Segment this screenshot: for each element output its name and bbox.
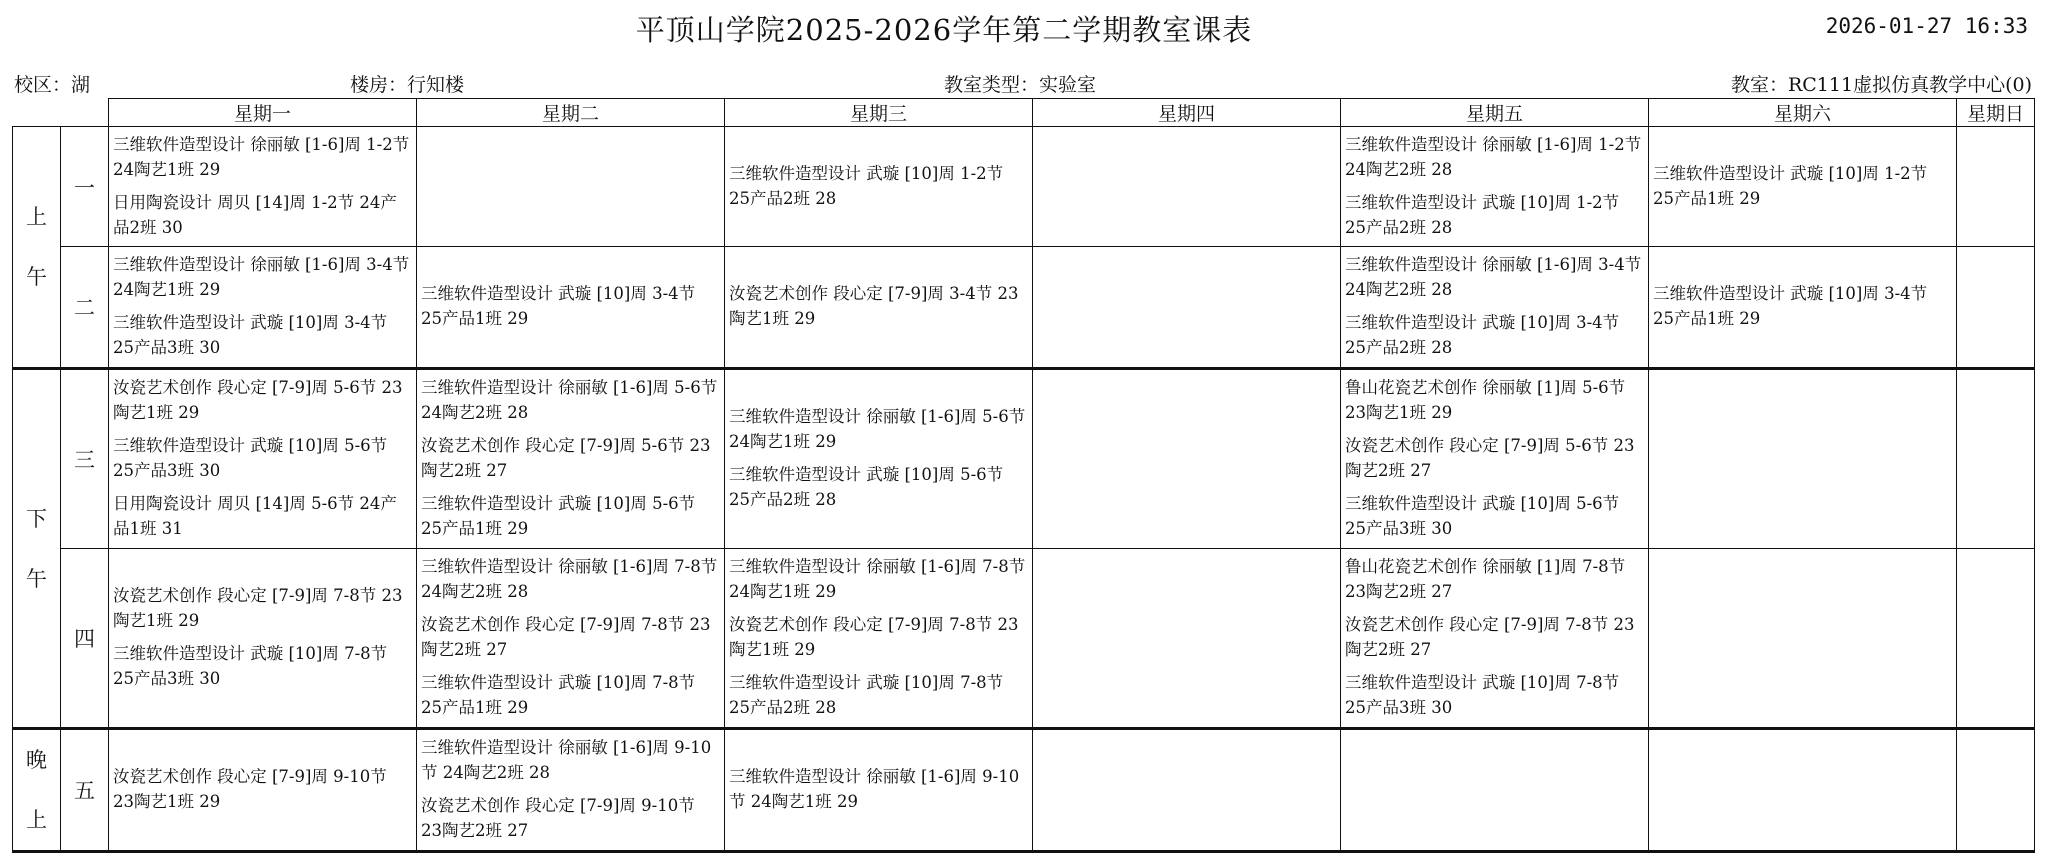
room-type-info (944, 70, 1096, 97)
course-entry: 汝瓷艺术创作 段心定 [7-9]周 7-8节 23陶艺2班 27 (1345, 615, 1635, 659)
day-header: 星期三 (725, 99, 1033, 127)
schedule-cell (725, 127, 1033, 247)
course-entry: 汝瓷艺术创作 段心定 [7-9]周 7-8节 23陶艺1班 29 (113, 586, 403, 630)
course-entry: 三维软件造型设计 徐丽敏 [1-6]周 7-8节 24陶艺1班 29 (729, 557, 1026, 601)
section-label: 一 (61, 127, 109, 247)
schedule-cell (1033, 127, 1341, 247)
section-label: 二 (61, 247, 109, 369)
course-entry: 三维软件造型设计 武璇 [10]周 3-4节 25产品3班 30 (113, 313, 388, 357)
room-info (1731, 70, 2032, 97)
schedule-cell (725, 369, 1033, 549)
schedule-cell (109, 549, 417, 729)
course-entry: 三维软件造型设计 武璇 [10]周 7-8节 25产品3班 30 (1345, 673, 1620, 717)
course-entry: 汝瓷艺术创作 段心定 [7-9]周 5-6节 23陶艺1班 29 (113, 378, 403, 422)
schedule-cell (1957, 369, 2035, 549)
schedule-cell (109, 369, 417, 549)
schedule-cell (1341, 729, 1649, 852)
period-char: 午 (26, 265, 47, 289)
room-type-value: 实验室 (1039, 74, 1097, 96)
course-entry: 三维软件造型设计 武璇 [10]周 3-4节 25产品1班 29 (421, 284, 696, 328)
timetable-row (13, 247, 2035, 369)
period-label (13, 729, 61, 852)
schedule-cell (1957, 127, 2035, 247)
course-entry: 三维软件造型设计 徐丽敏 [1-6]周 1-2节 24陶艺2班 28 (1345, 134, 1642, 179)
schedule-cell (1957, 247, 2035, 369)
course-entry: 三维软件造型设计 徐丽敏 [1-6]周 7-8节 24陶艺2班 28 (421, 557, 718, 601)
schedule-cell (1341, 247, 1649, 369)
building-info (350, 70, 464, 97)
campus-info (14, 70, 90, 97)
schedule-cell (417, 247, 725, 369)
campus-label: 校区： (14, 74, 72, 96)
timetable-row (13, 127, 2035, 247)
course-entry: 汝瓷艺术创作 段心定 [7-9]周 9-10节 23陶艺2班 27 (421, 796, 695, 840)
schedule-cell (1649, 247, 1957, 369)
room-value: RC111虚拟仿真教学中心(0) (1787, 74, 2032, 96)
course-entry: 汝瓷艺术创作 段心定 [7-9]周 7-8节 23陶艺1班 29 (729, 615, 1019, 659)
day-header: 星期六 (1649, 99, 1957, 127)
day-header: 星期二 (417, 99, 725, 127)
schedule-cell (725, 729, 1033, 852)
schedule-cell (1649, 729, 1957, 852)
schedule-cell (1649, 549, 1957, 729)
schedule-cell (1957, 549, 2035, 729)
room-type-label: 教室类型： (944, 74, 1040, 96)
timetable-row (13, 729, 2035, 852)
period-char: 下 (26, 506, 47, 531)
section-label: 三 (61, 369, 109, 549)
print-timestamp: 2026-01-27 16:33 (1825, 14, 2028, 38)
course-entry: 三维软件造型设计 徐丽敏 [1-6]周 1-2节 24陶艺1班 29 (113, 134, 410, 179)
page-title: 平顶山学院2025-2026学年第二学期教室课表 (635, 13, 1253, 47)
room-label: 教室： (1730, 74, 1788, 96)
period-char: 晚 (26, 748, 47, 772)
day-header-row (13, 99, 2035, 127)
course-entry: 三维软件造型设计 武璇 [10]周 1-2节 25产品2班 28 (1345, 192, 1620, 237)
course-entry: 三维软件造型设计 徐丽敏 [1-6]周 5-6节 24陶艺2班 28 (421, 378, 718, 422)
course-entry: 三维软件造型设计 武璇 [10]周 3-4节 25产品1班 29 (1653, 284, 1928, 328)
schedule-cell (109, 247, 417, 369)
period-label (13, 127, 61, 369)
schedule-cell (417, 729, 725, 852)
course-entry: 三维软件造型设计 徐丽敏 [1-6]周 3-4节 24陶艺1班 29 (113, 255, 410, 299)
course-entry: 三维软件造型设计 武璇 [10]周 7-8节 25产品1班 29 (421, 673, 696, 717)
course-entry: 汝瓷艺术创作 段心定 [7-9]周 5-6节 23陶艺2班 27 (421, 436, 711, 480)
schedule-cell (725, 549, 1033, 729)
schedule-cell (1033, 549, 1341, 729)
course-entry: 鲁山花瓷艺术创作 徐丽敏 [1]周 7-8节 23陶艺2班 27 (1345, 557, 1626, 601)
day-header: 星期五 (1341, 99, 1649, 127)
schedule-cell (1033, 369, 1341, 549)
section-label: 四 (61, 549, 109, 729)
period-char: 上 (26, 808, 47, 832)
course-entry: 三维软件造型设计 徐丽敏 [1-6]周 9-10节 24陶艺1班 29 (729, 767, 1020, 811)
schedule-cell (109, 729, 417, 852)
timetable-row (13, 549, 2035, 729)
building-value: 行知楼 (407, 74, 465, 96)
course-entry: 三维软件造型设计 武璇 [10]周 5-6节 25产品2班 28 (729, 465, 1004, 509)
course-entry: 汝瓷艺术创作 段心定 [7-9]周 3-4节 23陶艺1班 29 (729, 284, 1019, 328)
course-entry: 汝瓷艺术创作 段心定 [7-9]周 5-6节 23陶艺2班 27 (1345, 436, 1635, 480)
course-entry: 三维软件造型设计 武璇 [10]周 7-8节 25产品2班 28 (729, 673, 1004, 717)
course-entry: 三维软件造型设计 武璇 [10]周 5-6节 25产品3班 30 (113, 436, 388, 480)
timetable-row (13, 369, 2035, 549)
period-char: 上 (26, 205, 47, 229)
day-header: 星期一 (109, 99, 417, 127)
day-header: 星期日 (1957, 99, 2035, 127)
course-entry: 三维软件造型设计 徐丽敏 [1-6]周 9-10节 24陶艺2班 28 (421, 738, 712, 782)
schedule-cell (1341, 127, 1649, 247)
course-entry: 三维软件造型设计 武璇 [10]周 3-4节 25产品2班 28 (1345, 313, 1620, 357)
corner-cell (13, 99, 109, 127)
course-entry: 汝瓷艺术创作 段心定 [7-9]周 9-10节 23陶艺1班 29 (113, 767, 387, 811)
course-entry: 三维软件造型设计 武璇 [10]周 1-2节 25产品2班 28 (729, 163, 1004, 208)
period-char: 午 (26, 566, 47, 591)
schedule-cell (1649, 369, 1957, 549)
schedule-cell (1033, 247, 1341, 369)
section-label: 五 (61, 729, 109, 852)
course-entry: 三维软件造型设计 徐丽敏 [1-6]周 5-6节 24陶艺1班 29 (729, 407, 1026, 451)
schedule-cell (1033, 729, 1341, 852)
course-entry: 三维软件造型设计 武璇 [10]周 5-6节 25产品3班 30 (1345, 494, 1620, 538)
day-header: 星期四 (1033, 99, 1341, 127)
schedule-cell (417, 549, 725, 729)
schedule-cell (417, 369, 725, 549)
timetable (12, 98, 2035, 853)
schedule-cell (725, 247, 1033, 369)
course-entry: 三维软件造型设计 武璇 [10]周 7-8节 25产品3班 30 (113, 644, 388, 688)
schedule-cell (1957, 729, 2035, 852)
schedule-cell (417, 127, 725, 247)
course-entry: 三维软件造型设计 武璇 [10]周 5-6节 25产品1班 29 (421, 494, 696, 538)
campus-value: 湖 (71, 74, 91, 96)
course-entry: 汝瓷艺术创作 段心定 [7-9]周 7-8节 23陶艺2班 27 (421, 615, 711, 659)
course-entry: 三维软件造型设计 徐丽敏 [1-6]周 3-4节 24陶艺2班 28 (1345, 255, 1642, 299)
schedule-cell (1649, 127, 1957, 247)
course-entry: 日用陶瓷设计 周贝 [14]周 5-6节 24产品1班 31 (113, 494, 397, 538)
course-entry: 三维软件造型设计 武璇 [10]周 1-2节 25产品1班 29 (1653, 163, 1928, 208)
course-entry: 鲁山花瓷艺术创作 徐丽敏 [1]周 5-6节 23陶艺1班 29 (1345, 378, 1626, 422)
schedule-cell (1341, 369, 1649, 549)
building-label: 楼房： (350, 74, 408, 96)
course-entry: 日用陶瓷设计 周贝 [14]周 1-2节 24产品2班 30 (113, 192, 397, 237)
schedule-cell (1341, 549, 1649, 729)
schedule-cell (109, 127, 417, 247)
period-label (13, 369, 61, 729)
